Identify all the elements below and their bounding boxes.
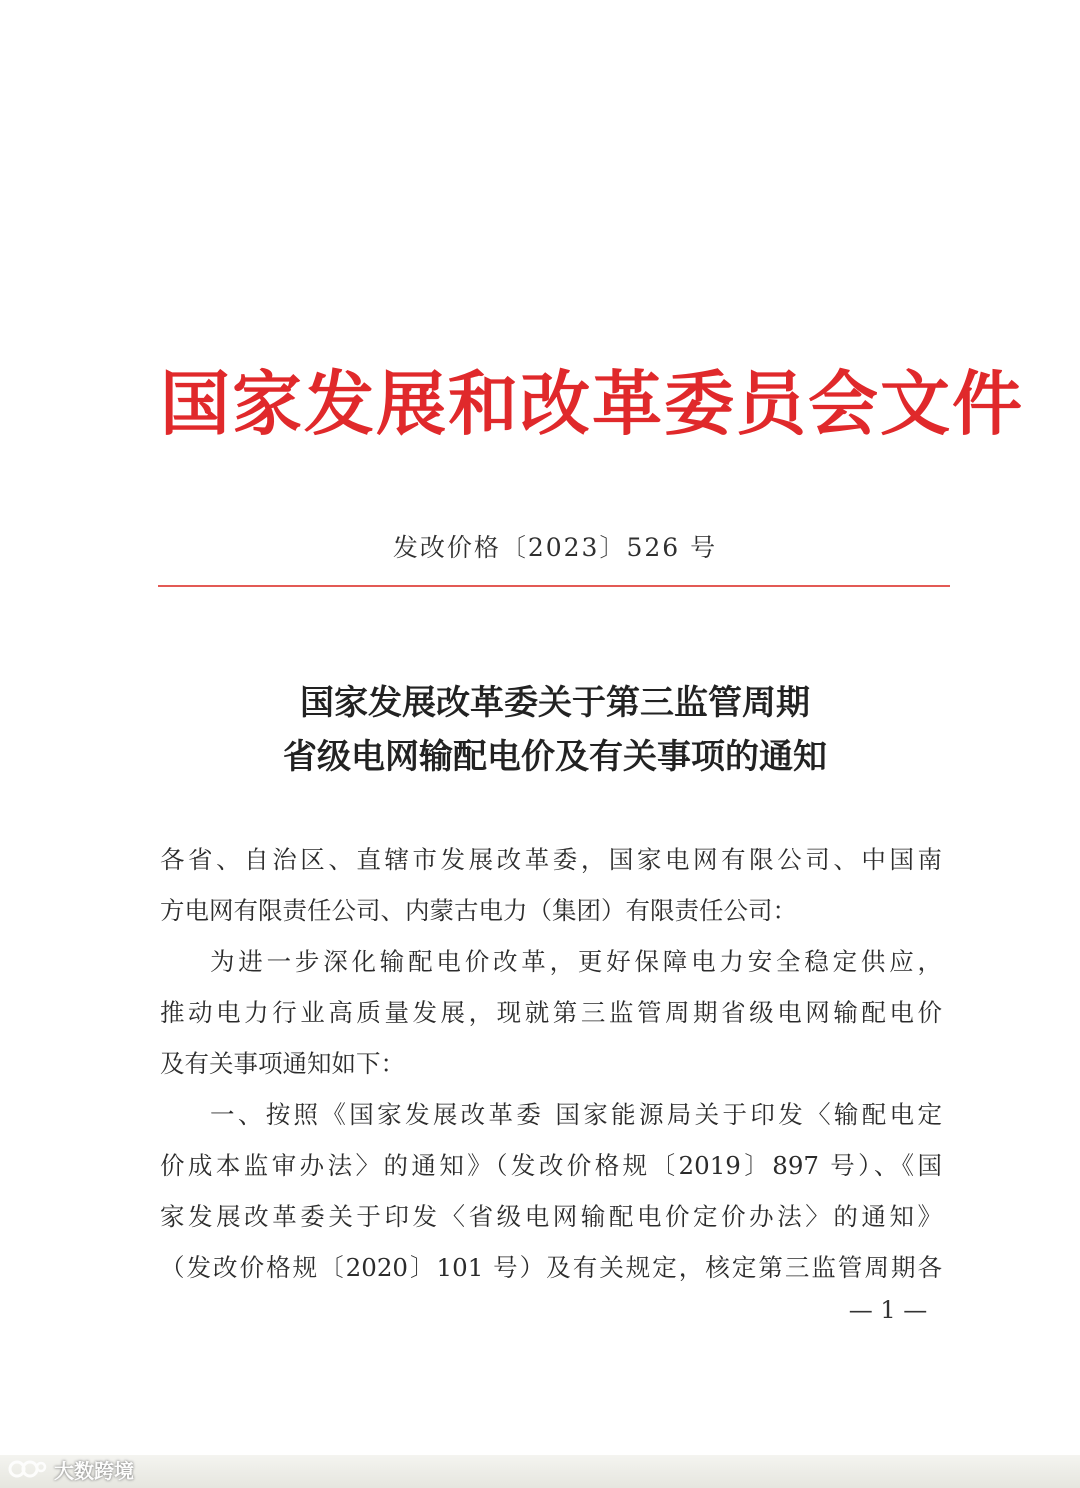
body-line-intro-2: 推动电力行业高质量发展，现就第三监管周期省级电网输配电价	[160, 998, 942, 1027]
bottom-scan-band	[0, 1455, 1080, 1488]
body-line-item1-3: 家发展改革委关于印发〈省级电网输配电价定价办法〉的通知》	[160, 1202, 942, 1231]
masthead-title: 国家发展和改革委员会文件	[160, 362, 1024, 445]
watermark	[8, 1452, 134, 1486]
body-line-intro-1: 为进一步深化输配电价改革，更好保障电力安全稳定供应，	[210, 947, 942, 976]
watermark-logo-icon	[8, 1456, 48, 1482]
notice-title-line-1: 国家发展改革委关于第三监管周期	[300, 683, 810, 723]
red-divider-line	[158, 585, 950, 587]
body-line-item1-2: 价成本监审办法〉的通知》（发改价格规〔2019〕897 号）、《国	[160, 1151, 942, 1180]
body-line-item1-4: （发改价格规〔2020〕101 号）及有关规定，核定第三监管周期各	[160, 1253, 942, 1282]
notice-body	[160, 834, 942, 1293]
watermark-text: 大数跨境	[54, 1458, 134, 1483]
document-number: 发改价格〔2023〕526 号	[392, 533, 718, 562]
body-line-intro-3: 及有关事项通知如下：	[160, 1049, 405, 1078]
page-number: — 1 —	[848, 1296, 928, 1324]
notice-title	[160, 676, 950, 784]
body-line-addressees-2: 方电网有限责任公司、内蒙古电力（集团）有限责任公司：	[160, 896, 797, 925]
body-line-addressees-1: 各省、自治区、直辖市发展改革委，国家电网有限公司、中国南	[160, 845, 942, 874]
notice-title-line-2: 省级电网输配电价及有关事项的通知	[283, 737, 827, 777]
body-line-item1-1: 一、按照《国家发展改革委 国家能源局关于印发〈输配电定	[210, 1100, 942, 1129]
